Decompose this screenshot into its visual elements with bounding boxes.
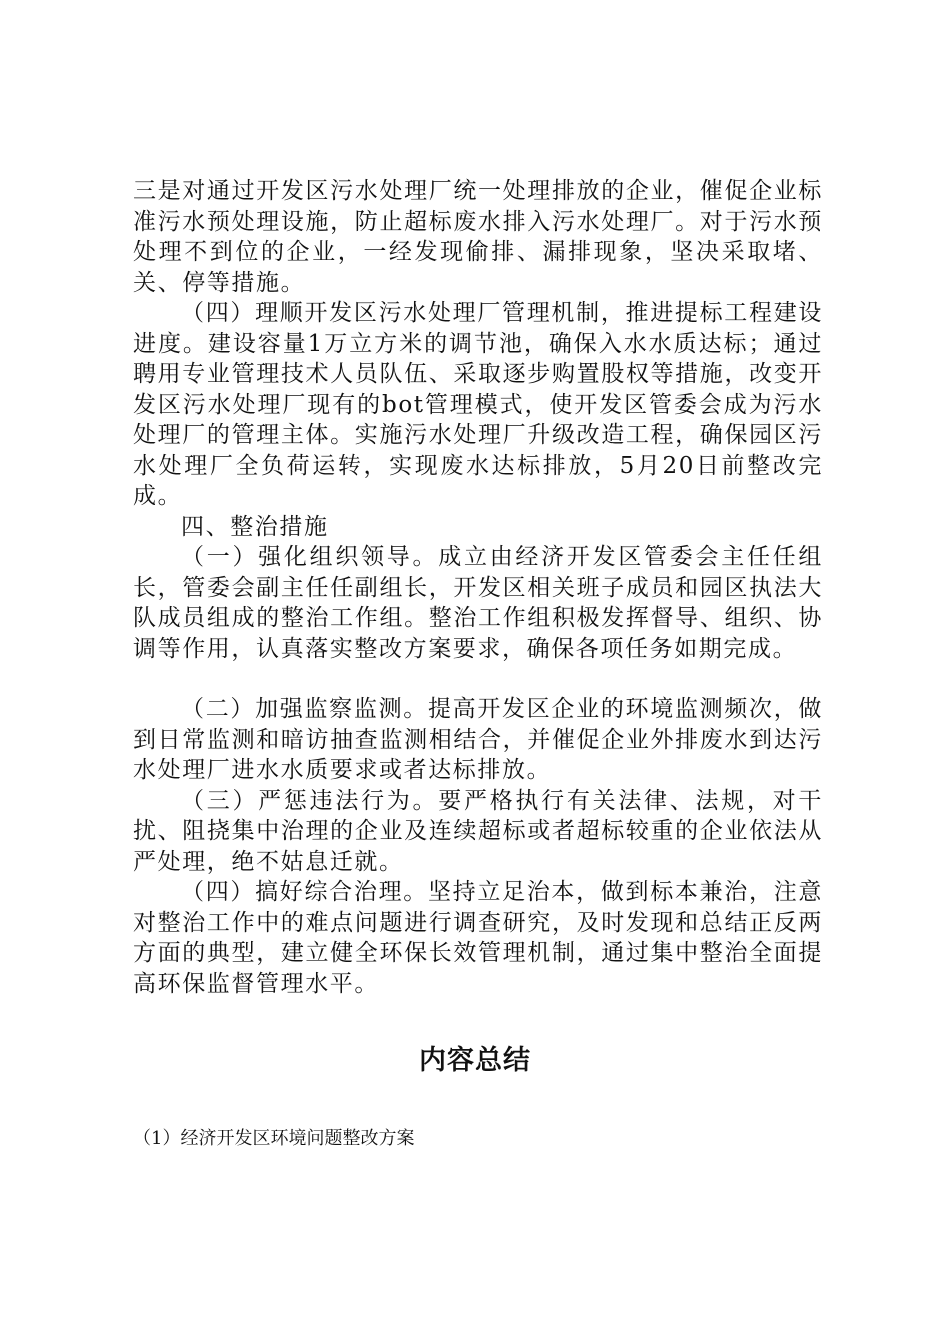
document-body <box>133 176 823 999</box>
paragraph-monitoring: （二）加强监察监测。提高开发区企业的环境监测频次，做到日常监测和暗访抽查监测相结合，并催促企业外排废水到达污水处理厂进水水质要求或者达标排放。 <box>133 696 823 783</box>
paragraph-organization: （一）强化组织领导。成立由经济开发区管委会主任任组长，管委会副主任任副组长，开发区相关班子成员和园区执法大队成员组成的整治工作组。整治工作组积极发挥督导、组织、协调等作用，认真落实整改方案要求，确保各项任务如期完成。 <box>133 544 823 662</box>
paragraph-pretreatment: 三是对通过开发区污水处理厂统一处理排放的企业，催促企业标准污水预处理设施，防止超标废水排入污水处理厂。对于污水预处理不到位的企业，一经发现偷排、漏排现象，坚决采取堵、关、停等措施。 <box>133 178 823 296</box>
section-heading-measures: 四、整治措施 <box>181 513 329 540</box>
paragraph-plant-mechanism: （四）理顺开发区污水处理厂管理机制，推进提标工程建设进度。建设容量1万立方米的调节池，确保入水水质达标；通过聘用专业管理技术人员队伍、采取逐步购置股权等措施，改变开发区污水处理厂现有的bot管理模式，使开发区管委会成为污水处理厂的管理主体。实施污水处理厂升级改造工程，确保园区污水处理厂全负荷运转，实现废水达标排放，5月20日前整改完成。 <box>133 300 823 509</box>
summary-item: （1）经济开发区环境问题整改方案 <box>133 1128 415 1149</box>
paragraph-comprehensive: （四）搞好综合治理。坚持立足治本，做到标本兼治，注意对整治工作中的难点问题进行调查研究，及时发现和总结正反两方面的典型，建立健全环保长效管理机制，通过集中整治全面提高环保监督管理水平。 <box>133 879 823 997</box>
summary-title: 内容总结 <box>419 1045 531 1076</box>
paragraph-enforcement: （三）严惩违法行为。要严格执行有关法律、法规，对干扰、阻挠集中治理的企业及连续超标或者超标较重的企业依法从严处理，绝不姑息迁就。 <box>133 787 823 875</box>
